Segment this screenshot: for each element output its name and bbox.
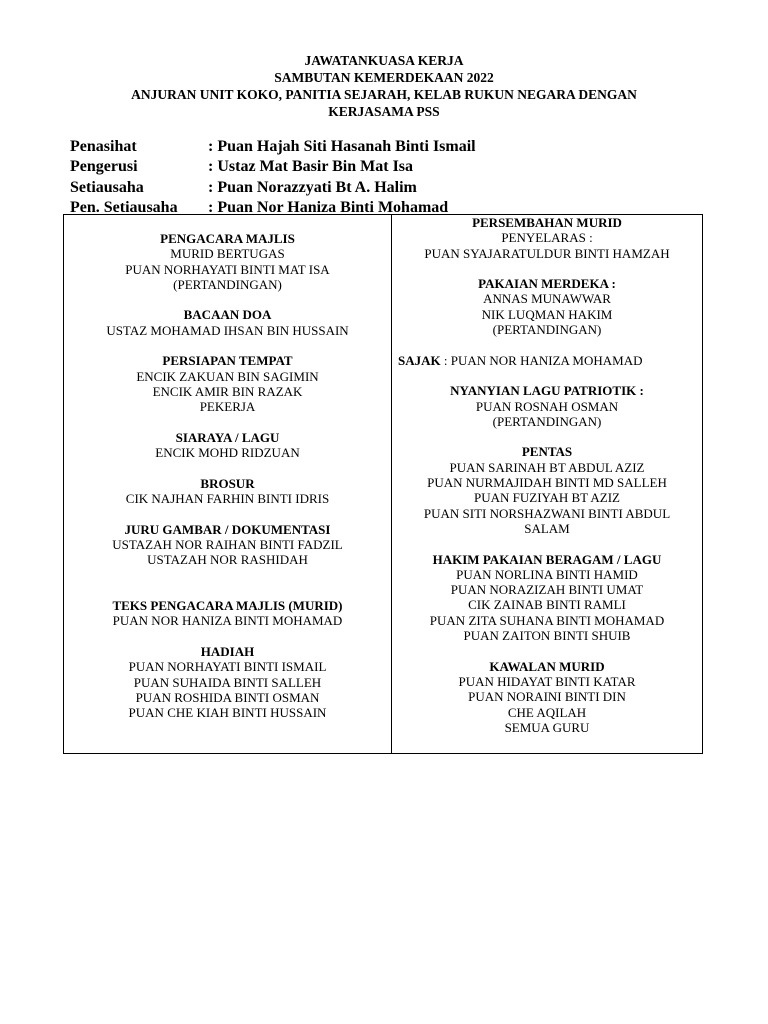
officer-name: : Puan Hajah Siti Hasanah Binti Ismail [208, 138, 476, 155]
member-line: (PERTANDINGAN) [173, 276, 282, 292]
member-line: CIK ZAINAB BINTI RAMLI [468, 597, 626, 613]
member-line: PUAN ZITA SUHANA BINTI MOHAMAD [429, 612, 665, 628]
section-heading: PENGACARA MAJLIS [160, 231, 295, 246]
title-line: SAMBUTAN KEMERDEKAAN 2022 [274, 70, 494, 85]
member-line: USTAZAH NOR RASHIDAH [147, 552, 308, 568]
section-siaraya [64, 430, 391, 461]
member-line: PUAN NOR HANIZA BINTI MOHAMAD [112, 613, 343, 629]
member-line: ENCIK AMIR BIN RAZAK [152, 383, 303, 399]
member-line: (PERTANDINGAN) [492, 413, 602, 429]
member-line: PUAN HIDAYAT BINTI KATAR [458, 673, 636, 689]
member-line: (PERTANDINGAN) [492, 322, 602, 338]
officers-list [70, 137, 476, 218]
member-line: SALAM [524, 520, 570, 536]
sajak-value: : PUAN NOR HANIZA MOHAMAD [440, 352, 643, 368]
member-line: PUAN NORAINI BINTI DIN [468, 689, 626, 705]
section-nyanyian [392, 383, 702, 429]
member-line: PUAN NORHAYATI BINTI ISMAIL [128, 659, 327, 675]
section-heading: PENTAS [521, 444, 573, 460]
section-sajak [392, 353, 702, 368]
member-line: PUAN SUHAIDA BINTI SALLEH [133, 674, 322, 690]
committee-table [63, 214, 703, 754]
member-line: NIK LUQMAN HAKIM [481, 306, 613, 322]
section-heading: TEKS PENGACARA MAJLIS (MURID) [112, 598, 343, 614]
section-heading: PERSEMBAHAN MURID [472, 215, 622, 230]
member-line: PUAN ZAITON BINTI SHUIB [463, 628, 631, 644]
member-line: MURID BERTUGAS [170, 246, 285, 262]
officer-name: : Puan Norazzyati Bt A. Halim [208, 178, 417, 196]
section-heading: HADIAH [200, 644, 255, 660]
officer-role: Pen. Setiausaha [70, 198, 178, 216]
officer-row [70, 137, 476, 157]
section-heading: BACAAN DOA [183, 307, 272, 323]
left-column [64, 215, 392, 753]
member-line: PUAN NORHAYATI BINTI MAT ISA [125, 261, 330, 277]
member-line: ENCIK ZAKUAN BIN SAGIMIN [136, 368, 319, 384]
section-heading: HAKIM PAKAIAN BERAGAM / LAGU [432, 551, 662, 567]
officer-name: : Puan Nor Haniza Binti Mohamad [208, 198, 449, 216]
member-line: PENYELARAS : [501, 230, 593, 246]
section-heading: PAKAIAN MERDEKA : [478, 276, 616, 292]
member-line: CIK NAJHAN FARHIN BINTI IDRIS [125, 491, 330, 507]
section-kawalan [392, 659, 702, 735]
right-column [392, 215, 702, 753]
section-pentas [392, 444, 702, 536]
member-line: PUAN FUZIYAH BT AZIZ [473, 490, 620, 506]
officer-role: Pengerusi [70, 158, 138, 176]
member-line: USTAZ MOHAMAD IHSAN BIN HUSSAIN [106, 322, 349, 338]
member-line: PUAN SITI NORSHAZWANI BINTI ABDUL [423, 505, 671, 521]
member-line: PUAN CHE KIAH BINTI HUSSAIN [128, 705, 327, 721]
section-hadiah [64, 644, 391, 720]
member-line: CHE AQILAH [507, 704, 587, 720]
member-line: PUAN NORAZIZAH BINTI UMAT [450, 582, 644, 598]
section-pengacara [64, 231, 391, 292]
section-pakaian-merdeka [392, 276, 702, 337]
sajak-label: SAJAK [398, 352, 441, 368]
member-line: PUAN ROSNAH OSMAN [475, 398, 619, 414]
document-title [0, 52, 768, 120]
officer-role: Setiausaha [70, 178, 144, 196]
officer-row [70, 157, 476, 177]
section-heading: SIARAYA / LAGU [175, 429, 280, 445]
member-line: PUAN SYAJARATULDUR BINTI HAMZAH [424, 245, 670, 261]
section-persembahan [392, 215, 702, 261]
section-juru-gambar [64, 522, 391, 568]
member-line: PUAN ROSHIDA BINTI OSMAN [135, 689, 320, 705]
member-line: ANNAS MUNAWWAR [483, 291, 611, 307]
member-line: PUAN SARINAH BT ABDUL AZIZ [449, 459, 645, 475]
section-brosur [64, 476, 391, 507]
member-line: PUAN NORLINA BINTI HAMID [456, 566, 638, 582]
section-heading: NYANYIAN LAGU PATRIOTIK : [450, 383, 644, 399]
title-line: ANJURAN UNIT KOKO, PANITIA SEJARAH, KELAB RUKUN NEGARA DENGAN [131, 87, 637, 102]
section-doa [64, 307, 391, 338]
member-line: SEMUA GURU [504, 719, 590, 735]
member-line: PUAN NURMAJIDAH BINTI MD SALLEH [427, 475, 667, 491]
officer-role: Penasihat [70, 138, 137, 155]
section-heading: BROSUR [200, 475, 255, 491]
section-tempat [64, 353, 391, 414]
member-line: ENCIK MOHD RIDZUAN [155, 445, 300, 461]
section-teks [64, 598, 391, 629]
officer-row [70, 178, 476, 198]
member-line: PEKERJA [199, 399, 256, 415]
section-hakim [392, 552, 702, 644]
title-line: KERJASAMA PSS [328, 104, 440, 119]
section-heading: JURU GAMBAR / DOKUMENTASI [124, 521, 331, 537]
section-heading: KAWALAN MURID [489, 658, 605, 674]
member-line: USTAZAH NOR RAIHAN BINTI FADZIL [112, 536, 343, 552]
section-heading: PERSIAPAN TEMPAT [162, 353, 293, 369]
title-line: JAWATANKUASA KERJA [304, 53, 464, 68]
officer-name: : Ustaz Mat Basir Bin Mat Isa [208, 158, 414, 176]
